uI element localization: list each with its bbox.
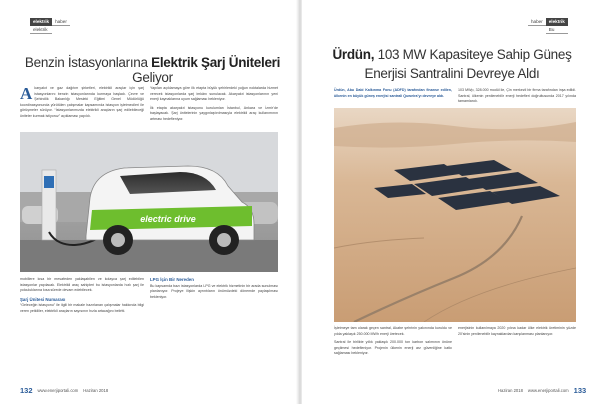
tab-side-label-right: haber [528, 18, 546, 26]
page-number-left: 132 [20, 386, 33, 395]
paragraph-2: Yapılan açıklamaya göre ilk etapta büyük şehirlerdeki yoğun noktalarda hizmet verecek istasyonlarda şarj imkânı sunulacak. Akaryakıt istasyonlarının yeni enerji kaynaklarına uyum sağlaması bekleniyor. [150, 86, 278, 102]
paragraph-4: mobillere kısa bir mesafeden yaklaşabilen ve kolayca şarj edilebilen istasyonlar yapılacak. Elektrikli araç sahipleri bu istasyonlarda hızlı şarj ile yolculuklarına kısa sürede devam edebilecek. [20, 277, 144, 293]
footer-left [20, 386, 108, 395]
car-image [20, 132, 278, 272]
footer-site-right: www.enerjiportali.com [527, 388, 569, 393]
title-regular: Benzin İstasyonlarına [24, 55, 152, 70]
right-column-4 [458, 326, 576, 337]
left-page [0, 0, 298, 404]
tab-side-label: haber [52, 18, 70, 26]
electric-car-photo [20, 132, 278, 272]
car-decal-label: electric drive [140, 214, 196, 224]
title-bold-right: Ürdün, [332, 47, 375, 62]
right-paragraph-4: Santral ile birlikte yıllık yaklaşık 200.000 ton karbon salımının önüne geçilmesi hedefleniyor. Projenin ülkenin enerji arz güvenliğine katkı sağlaması bekleniyor. [334, 340, 452, 356]
title-end: Geliyor [132, 70, 173, 85]
footer-right [498, 386, 586, 395]
right-paragraph-5: enerjisinin kullanılmaya 2020 yılına kadar ülke elektrik üretiminin yüzde 20’sinin yenilenebilir kaynaklardan karşılanması planlanıyor. [458, 326, 576, 336]
left-column-4 [150, 277, 278, 300]
paragraph-3: İlk etapta akaryakıt istasyonu kurulumları İstanbul, Ankara ve İzmir’de başlayacak. Şarj ünitelerinin yaygınlaştırılmasıyla elektrikli araç kullanımının artması hedefleniyor. [150, 105, 278, 121]
right-column-2 [458, 88, 576, 105]
title-bold: Elektrik Şarj Üniteleri [151, 55, 281, 70]
left-column-2 [150, 86, 278, 123]
right-column-3 [334, 326, 452, 357]
left-column-1 [20, 86, 144, 120]
solar-image [334, 108, 576, 322]
subhead-1: Şarj Ünitesi Numarası [20, 296, 66, 302]
right-lead-column [334, 88, 452, 99]
footer-issue-right: Haziran 2018 [498, 388, 523, 393]
tab-top-label: elektrik [30, 18, 52, 26]
solar-plant-aerial-photo [334, 108, 576, 322]
right-paragraph-3: İşletmeye tam olarak geçen santral, Akabe şehrinin yakınında kuruldu ve yılda yaklaşık 250.000 MWh enerji üretecek. [334, 326, 452, 336]
tab-bottom-label: elektrik [30, 26, 52, 34]
paragraph-6: Bu kapsamda bazı istasyonlarda LPG ve elektrik hizmetinin bir arada sunulması planlanıyor. Projeye ilişkin ayrıntıların önümüzdeki dönemde paylaşılması bekleniyor. [150, 283, 278, 299]
tab-bottom-label-right: Bu [546, 26, 568, 34]
title-regular-right: 103 MW Kapasiteye Sahip Güneş Enerjisi Santralini Devreye Aldı [364, 47, 572, 81]
article-title-left [10, 55, 295, 85]
left-column-3 [20, 277, 144, 315]
footer-site-left: www.enerjiportali.com [37, 388, 79, 393]
paragraph-5: “Geleceğin istasyonu” ile ilgili bir makale hazırlanan çalışmalar hakkında bilgi veren yetkililer, elektrikli araçların sayısının hızla artacağını belirtti. [20, 303, 144, 313]
section-tab-left [30, 18, 70, 34]
tab-top-label-right: elektrik [546, 18, 568, 26]
article-title-right [318, 45, 586, 83]
section-tab-right [528, 18, 568, 34]
subhead-2: LPG İçin Bir Nereden [150, 277, 194, 282]
footer-issue-left: Haziran 2018 [83, 388, 109, 393]
lead-paragraph: Ürdün, Abu Dabi Kalkınma Fonu (ADFD) tarafından finanse edilen, ülkenin en büyük güneş enerjisi santrali Quweira’yı devreye aldı. [334, 88, 452, 98]
right-paragraph-2: 103 MWp, 328.000 modül ile, Çin merkezli bir firma tarafından inşa edildi. Santral, ülkenin yenilenebilir enerji hedefleri doğrultusunda 2017 yılında tamamlandı. [458, 88, 576, 104]
drop-cap: A [20, 84, 33, 103]
page-number-right: 133 [573, 386, 587, 395]
paragraph-1: karyakıt ve gaz dağıtım şirketleri, elektrikli araçlar için şarj istasyonlarını benzin istasyonlarında kurmaya başladı. Çevre ve Şehircilik Bakanlığı Mesleki Eğitimi Genel Müdürlüğü koordinasyonunda yürütülen çalışmalar kapsamında istasyon işletmecileri ile görüşmeler sürüyor. “İstasyonlarımızda elektrikli araçların şarj edilebileceği üniteler kurmak istiyoruz” açıklaması yapıldı. [20, 86, 144, 118]
